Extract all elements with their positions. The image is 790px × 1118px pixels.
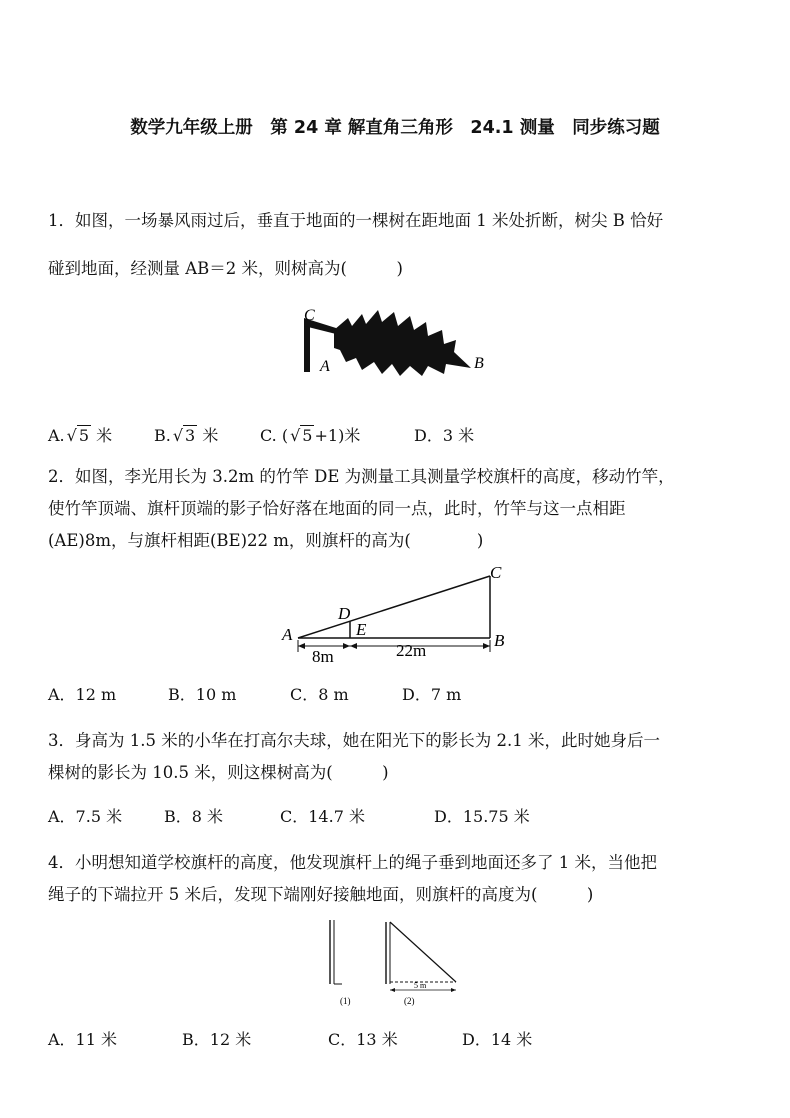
q4-stem-line1: 4．小明想知道学校旗杆的高度，他发现旗杆上的绳子垂到地面还多了 1 米，当他把 [48,853,657,872]
q2-option-c: C．8 m [290,685,349,704]
q4-label-fig2: (2) [404,996,415,1006]
q4-figure-flagpole-rope [316,914,466,1010]
q4-option-c: C．13 米 [328,1030,398,1049]
q2-option-b: B．10 m [168,685,237,704]
q1-tree-trunk [304,322,310,372]
q2-line-ac [298,576,490,638]
q2-option-a: A．12 m [48,685,117,704]
q4-stem-line2: 绳子的下端拉开 5 米后，发现下端刚好接触地面，则旗杆的高度为( ) [48,885,594,904]
sqrt-icon: √ 5 [290,426,313,445]
q1-option-d: D．3 米 [414,426,475,445]
arrow-right-icon [343,643,350,649]
q4-option-d: D．14 米 [462,1030,533,1049]
q1-option-b-radicand: 3 [185,426,196,445]
q4-label-fig1: (1) [340,996,351,1006]
arrow-left-icon [390,988,395,992]
q3-option-c: C．14.7 米 [280,807,365,826]
q1-stem-line1: 1．如图，一场暴风雨过后，垂直于地面的一棵树在距地面 1 米处折断，树尖 B 恰好 [48,211,664,230]
q4-label-distance: 5 m [414,981,427,990]
q1-tree-crown [334,310,471,376]
q2-label-eb-length: 22m [396,641,427,660]
q4-fig2-rope [390,922,456,982]
q3-option-d: D．15.75 米 [434,807,530,826]
q2-stem-line3: (AE)8m，与旗杆相距(BE)22 m，则旗杆的高为( ) [48,531,484,550]
q1-option-c [260,423,360,446]
q2-label-a: A [282,625,293,644]
page-title: 数学九年级上册 第 24 章 解直角三角形 24.1 测量 同步练习题 [130,118,660,138]
q1-option-c-suffix: +1)米 [314,426,361,445]
arrow-right-icon [451,988,456,992]
q1-stem-line2: 碰到地面，经测量 AB＝2 米，则树高为( ) [48,259,403,278]
sqrt-icon: √ 5 [66,426,90,445]
q2-label-e: E [356,620,367,639]
q1-option-b-prefix: B. [154,426,171,445]
q3-stem-line1: 3．身高为 1.5 米的小华在打高尔夫球，她在阳光下的影长为 2.1 米，此时她身后一 [48,731,660,750]
q1-figure-broken-tree [296,300,496,385]
q3-option-b: B．8 米 [164,807,224,826]
q4-option-a: A．11 米 [48,1030,118,1049]
arrow-left-icon [298,643,305,649]
q1-option-a-prefix: A. [48,426,65,445]
q4-option-b: B．12 米 [182,1030,252,1049]
sqrt-icon: √ 3 [172,426,196,445]
q2-option-d: D．7 m [402,685,462,704]
q3-stem-line2: 棵树的影长为 10.5 米，则这棵树高为( ) [48,763,389,782]
q1-label-b: B [474,355,484,372]
q2-label-d: D [338,604,351,623]
q2-figure-flagpole-triangle [278,560,518,670]
q2-label-c: C [490,563,502,582]
q2-label-ae-length: 8m [312,647,334,666]
q2-stem-line1: 2．如图，李光用长为 3.2m 的竹竿 DE 为测量工具测量学校旗杆的高度，移动竹竿， [48,467,675,486]
q2-stem-line2: 使竹竿顶端、旗杆顶端的影子恰好落在地面的同一点，此时，竹竿与这一点相距 [48,499,626,518]
q1-option-b-unit: 米 [197,426,219,445]
arrow-left-icon [350,643,357,649]
q1-option-c-prefix: C. ( [260,426,289,445]
arrow-right-icon [483,643,490,649]
q3-option-a: A．7.5 米 [48,807,123,826]
q1-option-a-unit: 米 [91,426,113,445]
q1-label-a: A [320,358,330,375]
q2-label-b: B [494,631,505,650]
q1-option-a [48,423,112,446]
q1-label-c: C [304,307,315,324]
q1-option-a-radicand: 5 [78,426,90,445]
q1-option-b [154,423,218,446]
q1-option-c-radicand: 5 [302,426,313,445]
